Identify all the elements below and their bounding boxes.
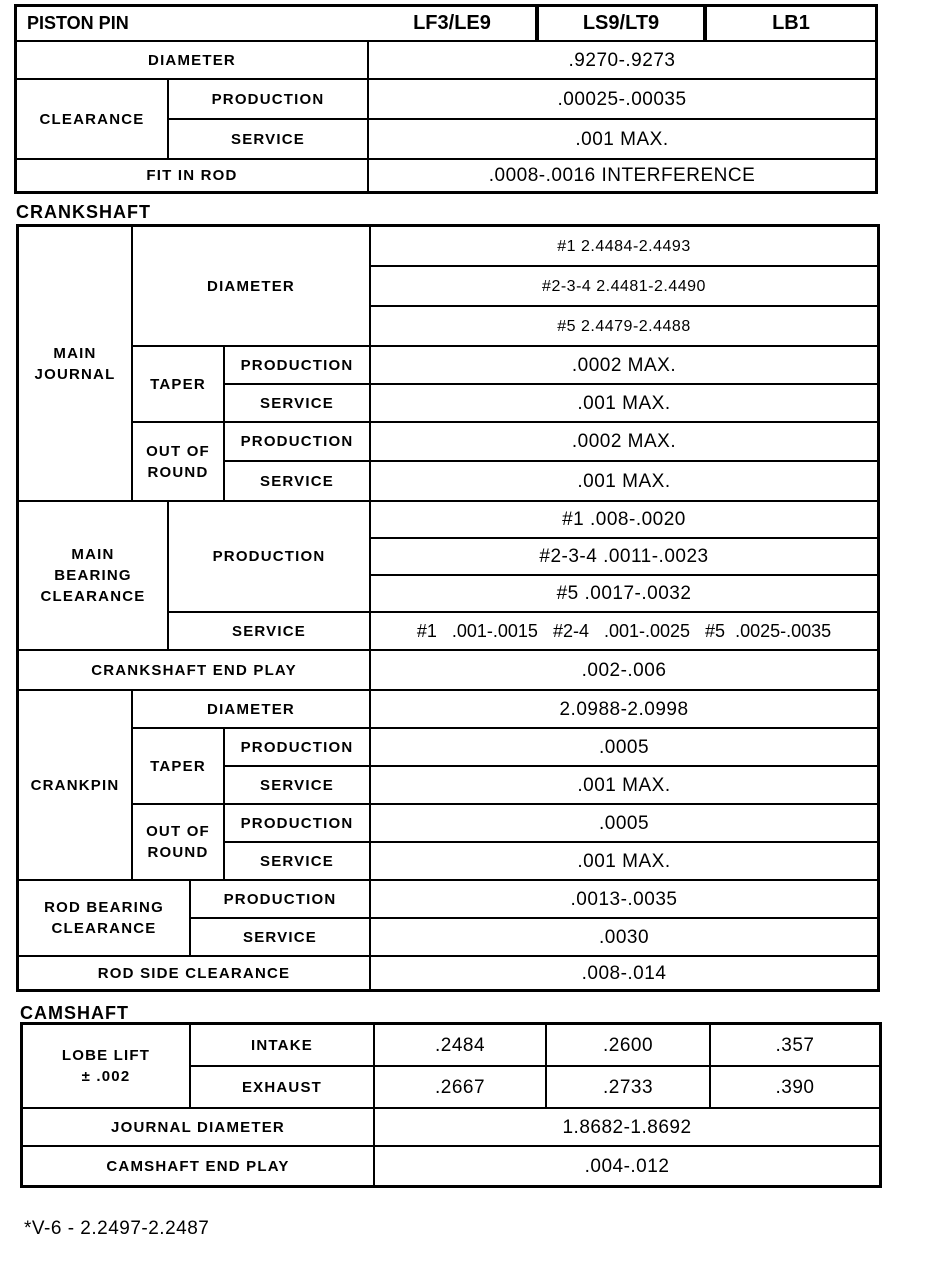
exhaust-label: EXHAUST xyxy=(191,1067,375,1109)
cp-oor-production-label: PRODUCTION xyxy=(225,805,371,843)
mj-oor-production-label: PRODUCTION xyxy=(225,423,371,462)
intake-value-lb1: .357 xyxy=(711,1025,879,1067)
lobe-lift-label: LOBE LIFT ± .002 xyxy=(23,1025,191,1109)
rod-side-clearance-label: ROD SIDE CLEARANCE xyxy=(19,957,371,989)
mj-out-of-round-label: OUT OF ROUND xyxy=(133,423,225,502)
camshaft-end-play-value: .004-.012 xyxy=(584,1155,670,1177)
mb-service-value: #1 .001-.0015 #2-4 .001-.0025 #5 .0025-.0035 xyxy=(371,613,877,651)
mj-diameter-value-1: #1 2.4484-2.4493 xyxy=(371,227,877,267)
main-bearing-clearance-label: MAIN BEARING CLEARANCE xyxy=(19,502,169,651)
crankshaft-end-play-value: .002-.006 xyxy=(371,651,877,691)
fit-in-rod-value: .0008-.0016 INTERFERENCE xyxy=(488,165,756,186)
exhaust-value-lb1: .390 xyxy=(711,1067,879,1109)
cp-oor-production-value: .0005 xyxy=(371,805,877,843)
mb-production-value-2: #2-3-4 .0011-.0023 xyxy=(371,539,877,576)
camshaft-section-title: CAMSHAFT xyxy=(20,1003,129,1023)
mj-taper-service-label: SERVICE xyxy=(225,385,371,423)
piston-pin-table xyxy=(14,4,878,194)
rod-bearing-clearance-label: ROD BEARING CLEARANCE xyxy=(19,881,191,957)
clearance-label: CLEARANCE xyxy=(17,80,169,160)
mj-diameter-value-2: #2-3-4 2.4481-2.4490 xyxy=(371,267,877,307)
mb-production-value-3: #5 .0017-.0032 xyxy=(371,576,877,613)
production-label: PRODUCTION xyxy=(169,80,369,120)
mj-oor-service-label: SERVICE xyxy=(225,462,371,502)
mb-production-value-1: #1 .008-.0020 xyxy=(371,502,877,539)
cp-diameter-value: 2.0988-2.0998 xyxy=(371,691,877,729)
rb-production-label: PRODUCTION xyxy=(191,881,371,919)
service-label: SERVICE xyxy=(169,120,369,160)
crankshaft-section-title: CRANKSHAFT xyxy=(16,202,151,222)
column-ls9-lt9: LS9/LT9 xyxy=(537,7,705,42)
cp-taper-production-value: .0005 xyxy=(371,729,877,767)
intake-label: INTAKE xyxy=(191,1025,375,1067)
crankpin-label: CRANKPIN xyxy=(19,691,133,881)
exhaust-value-lf3: .2667 xyxy=(375,1067,547,1109)
mb-production-label: PRODUCTION xyxy=(169,502,371,613)
mj-taper-label: TAPER xyxy=(133,347,225,423)
cp-taper-service-value: .001 MAX. xyxy=(371,767,877,805)
production-value: .00025-.00035 xyxy=(369,80,875,120)
diameter-label: DIAMETER xyxy=(17,42,369,80)
rod-side-clearance-value: .008-.014 xyxy=(581,962,667,984)
mj-taper-production-value: .0002 MAX. xyxy=(371,347,877,385)
mj-diameter-label: DIAMETER xyxy=(133,227,371,347)
intake-value-ls9: .2600 xyxy=(547,1025,711,1067)
diameter-value: .9270-.9273 xyxy=(369,42,875,80)
mj-oor-service-value: .001 MAX. xyxy=(371,462,877,502)
cp-taper-production-label: PRODUCTION xyxy=(225,729,371,767)
mj-oor-production-value: .0002 MAX. xyxy=(371,423,877,462)
footnote: *V-6 - 2.2497-2.2487 xyxy=(24,1218,210,1239)
cp-diameter-label: DIAMETER xyxy=(133,691,371,729)
camshaft-end-play-label: CAMSHAFT END PLAY xyxy=(23,1147,375,1185)
rb-production-value: .0013-.0035 xyxy=(371,881,877,919)
service-value: .001 MAX. xyxy=(369,120,875,160)
cp-taper-label: TAPER xyxy=(133,729,225,805)
journal-diameter-value: 1.8682-1.8692 xyxy=(375,1109,879,1147)
mj-diameter-value-3: #5 2.4479-2.4488 xyxy=(371,307,877,347)
cp-taper-service-label: SERVICE xyxy=(225,767,371,805)
crankshaft-table xyxy=(16,224,880,992)
rb-service-value: .0030 xyxy=(371,919,877,957)
mj-taper-service-value: .001 MAX. xyxy=(371,385,877,423)
journal-diameter-label: JOURNAL DIAMETER xyxy=(23,1109,375,1147)
exhaust-value-ls9: .2733 xyxy=(547,1067,711,1109)
column-lb1: LB1 xyxy=(705,7,875,42)
cp-oor-service-value: .001 MAX. xyxy=(371,843,877,881)
piston-pin-title: PISTON PIN xyxy=(17,7,369,42)
intake-value-lf3: .2484 xyxy=(375,1025,547,1067)
fit-in-rod-label: FIT IN ROD xyxy=(17,160,369,191)
cp-oor-service-label: SERVICE xyxy=(225,843,371,881)
main-journal-label: MAIN JOURNAL xyxy=(19,227,133,502)
crankshaft-end-play-label: CRANKSHAFT END PLAY xyxy=(19,651,371,691)
camshaft-table xyxy=(20,1022,882,1188)
column-lf3-le9: LF3/LE9 xyxy=(369,7,537,42)
rb-service-label: SERVICE xyxy=(191,919,371,957)
mb-service-label: SERVICE xyxy=(169,613,371,651)
cp-out-of-round-label: OUT OF ROUND xyxy=(133,805,225,881)
mj-taper-production-label: PRODUCTION xyxy=(225,347,371,385)
